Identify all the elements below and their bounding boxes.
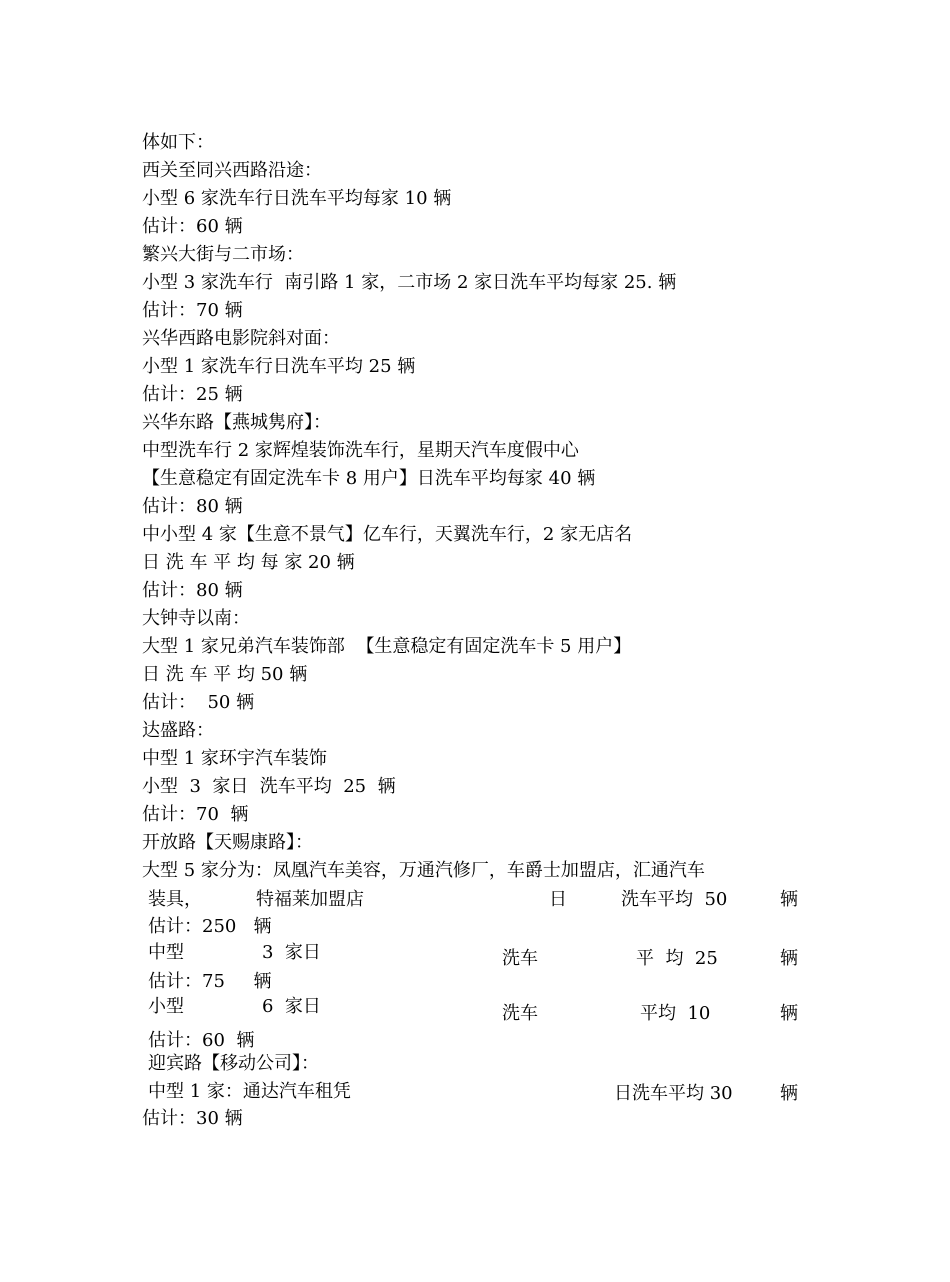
text-line: 估计：30 辆 bbox=[142, 1108, 243, 1129]
text-segment: 3 家日 bbox=[262, 942, 321, 963]
text-segment: 日 bbox=[549, 889, 567, 910]
text-segment: 平均 10 bbox=[640, 1003, 711, 1024]
text-line: 小型 1 家洗车行日洗车平均 25 辆 bbox=[142, 356, 416, 377]
text-segment: 辆 bbox=[780, 889, 798, 910]
text-line: 中型 1 家环宇汽车装饰 bbox=[142, 748, 327, 769]
text-line: 估计：75 辆 bbox=[148, 971, 272, 992]
text-line: 估计：60 辆 bbox=[142, 216, 243, 237]
text-segment: 特福莱加盟店 bbox=[256, 889, 364, 910]
text-line: 开放路【天赐康路】： bbox=[142, 832, 313, 853]
text-segment: 平 均 25 bbox=[636, 948, 718, 969]
text-line: 大型 5 家分为：凤凰汽车美容，万通汽修厂，车爵士加盟店，汇通汽车 bbox=[142, 860, 705, 881]
text-segment: 小型 bbox=[148, 996, 184, 1017]
text-line: 西关至同兴西路沿途： bbox=[142, 160, 322, 181]
text-line: 估计：250 辆 bbox=[148, 916, 272, 937]
text-segment: 中型 bbox=[148, 942, 184, 963]
text-line: 中小型 4 家【生意不景气】亿车行，天翼洗车行，2 家无店名 bbox=[142, 524, 633, 545]
text-line: 迎宾路【移动公司】： bbox=[148, 1053, 319, 1074]
text-segment: 装具， bbox=[148, 889, 202, 910]
text-segment: 辆 bbox=[780, 1083, 798, 1104]
text-line: 达盛路： bbox=[142, 720, 214, 741]
text-line: 兴华东路【燕城隽府】： bbox=[142, 412, 331, 433]
text-segment: 洗车 bbox=[502, 1003, 538, 1024]
text-line: 小型 3 家洗车行 南引路 1 家，二市场 2 家日洗车平均每家 25. 辆 bbox=[142, 272, 677, 293]
text-line: 估计：60 辆 bbox=[148, 1030, 255, 1051]
text-line: 小型 6 家洗车行日洗车平均每家 10 辆 bbox=[142, 188, 452, 209]
text-segment: 辆 bbox=[780, 948, 798, 969]
text-segment: 6 家日 bbox=[262, 996, 321, 1017]
text-line: 中型洗车行 2 家辉煌装饰洗车行，星期天汽车度假中心 bbox=[142, 440, 579, 461]
text-segment: 日洗车平均 30 bbox=[614, 1083, 733, 1104]
text-line: 小型 3 家日 洗车平均 25 辆 bbox=[142, 776, 396, 797]
text-segment: 洗车平均 50 bbox=[621, 889, 728, 910]
text-line: 估计：80 辆 bbox=[142, 580, 243, 601]
text-line: 估计：70 辆 bbox=[142, 300, 243, 321]
text-line: 日 洗 车 平 均 50 辆 bbox=[142, 664, 308, 685]
text-line: 大型 1 家兄弟汽车装饰部 【生意稳定有固定洗车卡 5 用户】 bbox=[142, 636, 632, 657]
text-line: 估计： 50 辆 bbox=[142, 692, 255, 713]
text-line: 【生意稳定有固定洗车卡 8 用户】日洗车平均每家 40 辆 bbox=[142, 468, 596, 489]
text-line: 兴华西路电影院斜对面： bbox=[142, 328, 340, 349]
text-line: 大钟寺以南： bbox=[142, 608, 250, 629]
text-segment: 洗车 bbox=[502, 948, 538, 969]
text-segment: 中型 1 家：通达汽车租凭 bbox=[148, 1081, 351, 1102]
text-line: 估计：25 辆 bbox=[142, 384, 243, 405]
text-line: 日 洗 车 平 均 每 家 20 辆 bbox=[142, 552, 355, 573]
text-segment: 辆 bbox=[780, 1003, 798, 1024]
text-line: 体如下： bbox=[142, 132, 214, 153]
text-line: 繁兴大街与二市场： bbox=[142, 244, 304, 265]
text-line: 估计：70 辆 bbox=[142, 804, 249, 825]
text-line: 估计：80 辆 bbox=[142, 496, 243, 517]
